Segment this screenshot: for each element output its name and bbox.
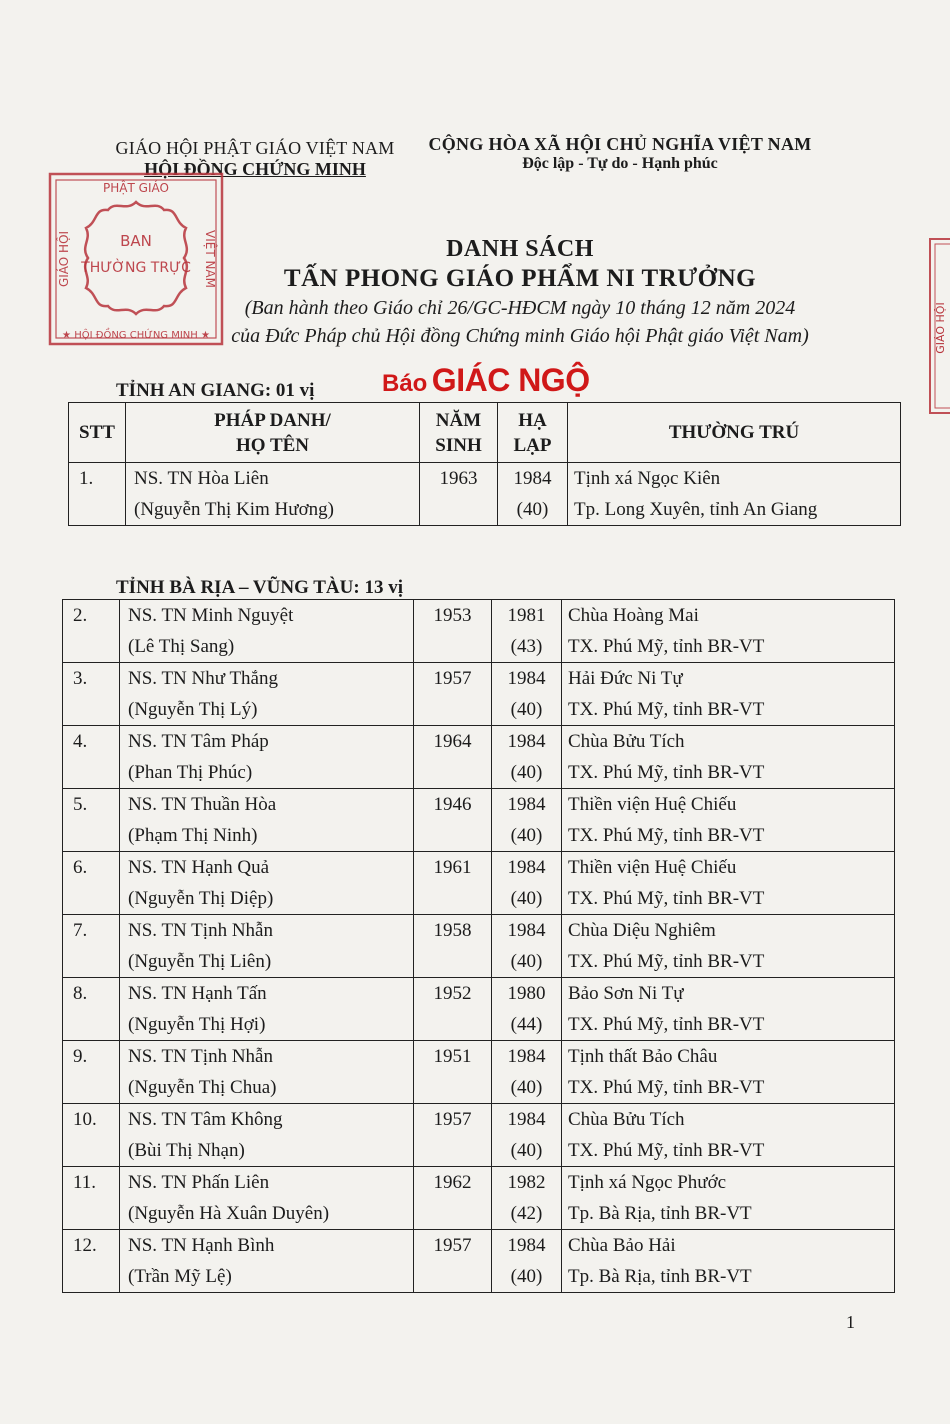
- row-stt: 2.: [63, 600, 120, 663]
- row-name: NS. TN Tịnh Nhẫn (Nguyễn Thị Liên): [120, 915, 414, 978]
- table-row: [63, 663, 895, 726]
- row-name: NS. TN Tâm Không (Bùi Thị Nhạn): [120, 1104, 414, 1167]
- section-an-giang-label: TỈNH AN GIANG: 01 vị: [116, 380, 315, 401]
- row-ha-lap: 1981 (43): [492, 600, 562, 663]
- row-name: NS. TN Như Thắng (Nguyễn Thị Lý): [120, 663, 414, 726]
- title-line-4: của Đức Pháp chủ Hội đồng Chứng minh Giáo hội Phật giáo Việt Nam): [231, 325, 809, 347]
- table-row: [63, 789, 895, 852]
- row-stt: 11.: [63, 1167, 120, 1230]
- row-ha-lap: 1984 (40): [492, 789, 562, 852]
- row-born: 1963: [420, 463, 498, 526]
- row-address: Chùa Bửu Tích TX. Phú Mỹ, tỉnh BR-VT: [562, 1104, 895, 1167]
- row-name: NS. TN Hạnh Tấn (Nguyễn Thị Hợi): [120, 978, 414, 1041]
- seal-right-text: VIỆT NAM: [203, 229, 217, 289]
- row-ha-lap: 1984 (40): [492, 852, 562, 915]
- row-name: NS. TN Hạnh Bình (Trần Mỹ Lệ): [120, 1230, 414, 1293]
- document-title: [200, 236, 840, 349]
- seal-center-1: BAN: [120, 232, 152, 250]
- header-address: THƯỜNG TRÚ: [568, 403, 901, 463]
- national-motto: Độc lập - Tự do - Hạnh phúc: [522, 155, 718, 172]
- row-address: Chùa Diệu Nghiêm TX. Phú Mỹ, tỉnh BR-VT: [562, 915, 895, 978]
- row-born: 1962: [414, 1167, 492, 1230]
- row-stt: 5.: [63, 789, 120, 852]
- header-name: PHÁP DANH/ HỌ TÊN: [126, 403, 420, 463]
- row-name: NS. TN Phấn Liên (Nguyễn Hà Xuân Duyên): [120, 1167, 414, 1230]
- row-address: Tịnh xá Ngọc Phước Tp. Bà Rịa, tỉnh BR-VT: [562, 1167, 895, 1230]
- row-name: NS. TN Tâm Pháp (Phan Thị Phúc): [120, 726, 414, 789]
- row-stt: 6.: [63, 852, 120, 915]
- row-born: 1964: [414, 726, 492, 789]
- row-stt: 12.: [63, 1230, 120, 1293]
- row-born: 1953: [414, 600, 492, 663]
- row-address: Tịnh xá Ngọc Kiên Tp. Long Xuyên, tỉnh An Giang: [568, 463, 901, 526]
- seal-bottom-text: ★ HỘI ĐỒNG CHỨNG MINH ★: [62, 330, 210, 341]
- row-address: Chùa Bảo Hải Tp. Bà Rịa, tỉnh BR-VT: [562, 1230, 895, 1293]
- title-line-3: (Ban hành theo Giáo chỉ 26/GC-HĐCM ngày 10 tháng 12 năm 2024: [244, 297, 796, 319]
- table-ba-ria-vung-tau: [62, 599, 895, 1293]
- row-ha-lap: 1984 (40): [492, 915, 562, 978]
- row-address: Bảo Sơn Ni Tự TX. Phú Mỹ, tỉnh BR-VT: [562, 978, 895, 1041]
- row-ha-lap: 1984 (40): [492, 663, 562, 726]
- row-address: Hải Đức Ni Tự TX. Phú Mỹ, tỉnh BR-VT: [562, 663, 895, 726]
- title-line-1: DANH SÁCH: [446, 236, 594, 262]
- row-stt: 10.: [63, 1104, 120, 1167]
- table-row: [63, 726, 895, 789]
- row-name: NS. TN Thuần Hòa (Phạm Thị Ninh): [120, 789, 414, 852]
- table-row: [63, 852, 895, 915]
- publisher-watermark: [382, 362, 590, 399]
- row-ha-lap: 1984 (40): [498, 463, 568, 526]
- table-row: [63, 978, 895, 1041]
- table-header-row: [69, 403, 901, 463]
- row-stt: 3.: [63, 663, 120, 726]
- row-born: 1957: [414, 663, 492, 726]
- row-born: 1958: [414, 915, 492, 978]
- national-header: [420, 134, 820, 173]
- council-seal: [46, 170, 226, 348]
- row-ha-lap: 1984 (40): [492, 1104, 562, 1167]
- row-name: NS. TN Hòa Liên (Nguyễn Thị Kim Hương): [126, 463, 420, 526]
- row-ha-lap: 1982 (42): [492, 1167, 562, 1230]
- watermark-bao: Báo: [382, 370, 428, 397]
- seal-top-text: PHẬT GIÁO: [103, 181, 169, 195]
- row-born: 1951: [414, 1041, 492, 1104]
- row-address: Chùa Hoàng Mai TX. Phú Mỹ, tỉnh BR-VT: [562, 600, 895, 663]
- table-row: [63, 1104, 895, 1167]
- row-born: 1957: [414, 1104, 492, 1167]
- row-stt: 9.: [63, 1041, 120, 1104]
- seal-left-text: GIÁO HỘI: [57, 230, 71, 288]
- row-stt: 7.: [63, 915, 120, 978]
- row-ha-lap: 1984 (40): [492, 1041, 562, 1104]
- seal-center-2: THƯỜNG TRỰC: [81, 260, 191, 276]
- table-row: [63, 1230, 895, 1293]
- row-born: 1957: [414, 1230, 492, 1293]
- edge-seal-text: GIÁO HỘI: [934, 302, 947, 354]
- title-line-2: TẤN PHONG GIÁO PHẨM NI TRƯỞNG: [283, 265, 757, 292]
- row-stt: 1.: [69, 463, 126, 526]
- header-born: NĂM SINH: [420, 403, 498, 463]
- table-an-giang: [68, 402, 901, 526]
- row-name: NS. TN Hạnh Quả (Nguyễn Thị Diệp): [120, 852, 414, 915]
- table-row: [63, 915, 895, 978]
- row-ha-lap: 1984 (40): [492, 1230, 562, 1293]
- row-ha-lap: 1984 (40): [492, 726, 562, 789]
- row-stt: 4.: [63, 726, 120, 789]
- section-ba-ria-label: TỈNH BÀ RỊA – VŨNG TÀU: 13 vị: [116, 577, 403, 598]
- edge-seal: [927, 236, 950, 416]
- row-born: 1961: [414, 852, 492, 915]
- row-name: NS. TN Tịnh Nhẫn (Nguyễn Thị Chua): [120, 1041, 414, 1104]
- row-stt: 8.: [63, 978, 120, 1041]
- watermark-giac-ngo: GIÁC NGỘ: [431, 362, 590, 398]
- table-row: [69, 463, 901, 526]
- org-name: GIÁO HỘI PHẬT GIÁO VIỆT NAM: [115, 138, 395, 158]
- org-council: HỘI ĐỒNG CHỨNG MINH: [144, 159, 366, 179]
- header-ha-lap: HẠ LẠP: [498, 403, 568, 463]
- row-born: 1952: [414, 978, 492, 1041]
- row-ha-lap: 1980 (44): [492, 978, 562, 1041]
- row-address: Chùa Bửu Tích TX. Phú Mỹ, tỉnh BR-VT: [562, 726, 895, 789]
- row-born: 1946: [414, 789, 492, 852]
- table-row: [63, 1167, 895, 1230]
- page-number: 1: [846, 1312, 855, 1332]
- national-title: CỘNG HÒA XÃ HỘI CHỦ NGHĨA VIỆT NAM: [428, 134, 812, 154]
- table-row: [63, 1041, 895, 1104]
- row-address: Tịnh thất Bảo Châu TX. Phú Mỹ, tỉnh BR-VT: [562, 1041, 895, 1104]
- row-address: Thiền viện Huệ Chiếu TX. Phú Mỹ, tỉnh BR-VT: [562, 789, 895, 852]
- table-row: [63, 600, 895, 663]
- header-stt: STT: [69, 403, 126, 463]
- row-name: NS. TN Minh Nguyệt (Lê Thị Sang): [120, 600, 414, 663]
- row-address: Thiền viện Huệ Chiếu TX. Phú Mỹ, tỉnh BR-VT: [562, 852, 895, 915]
